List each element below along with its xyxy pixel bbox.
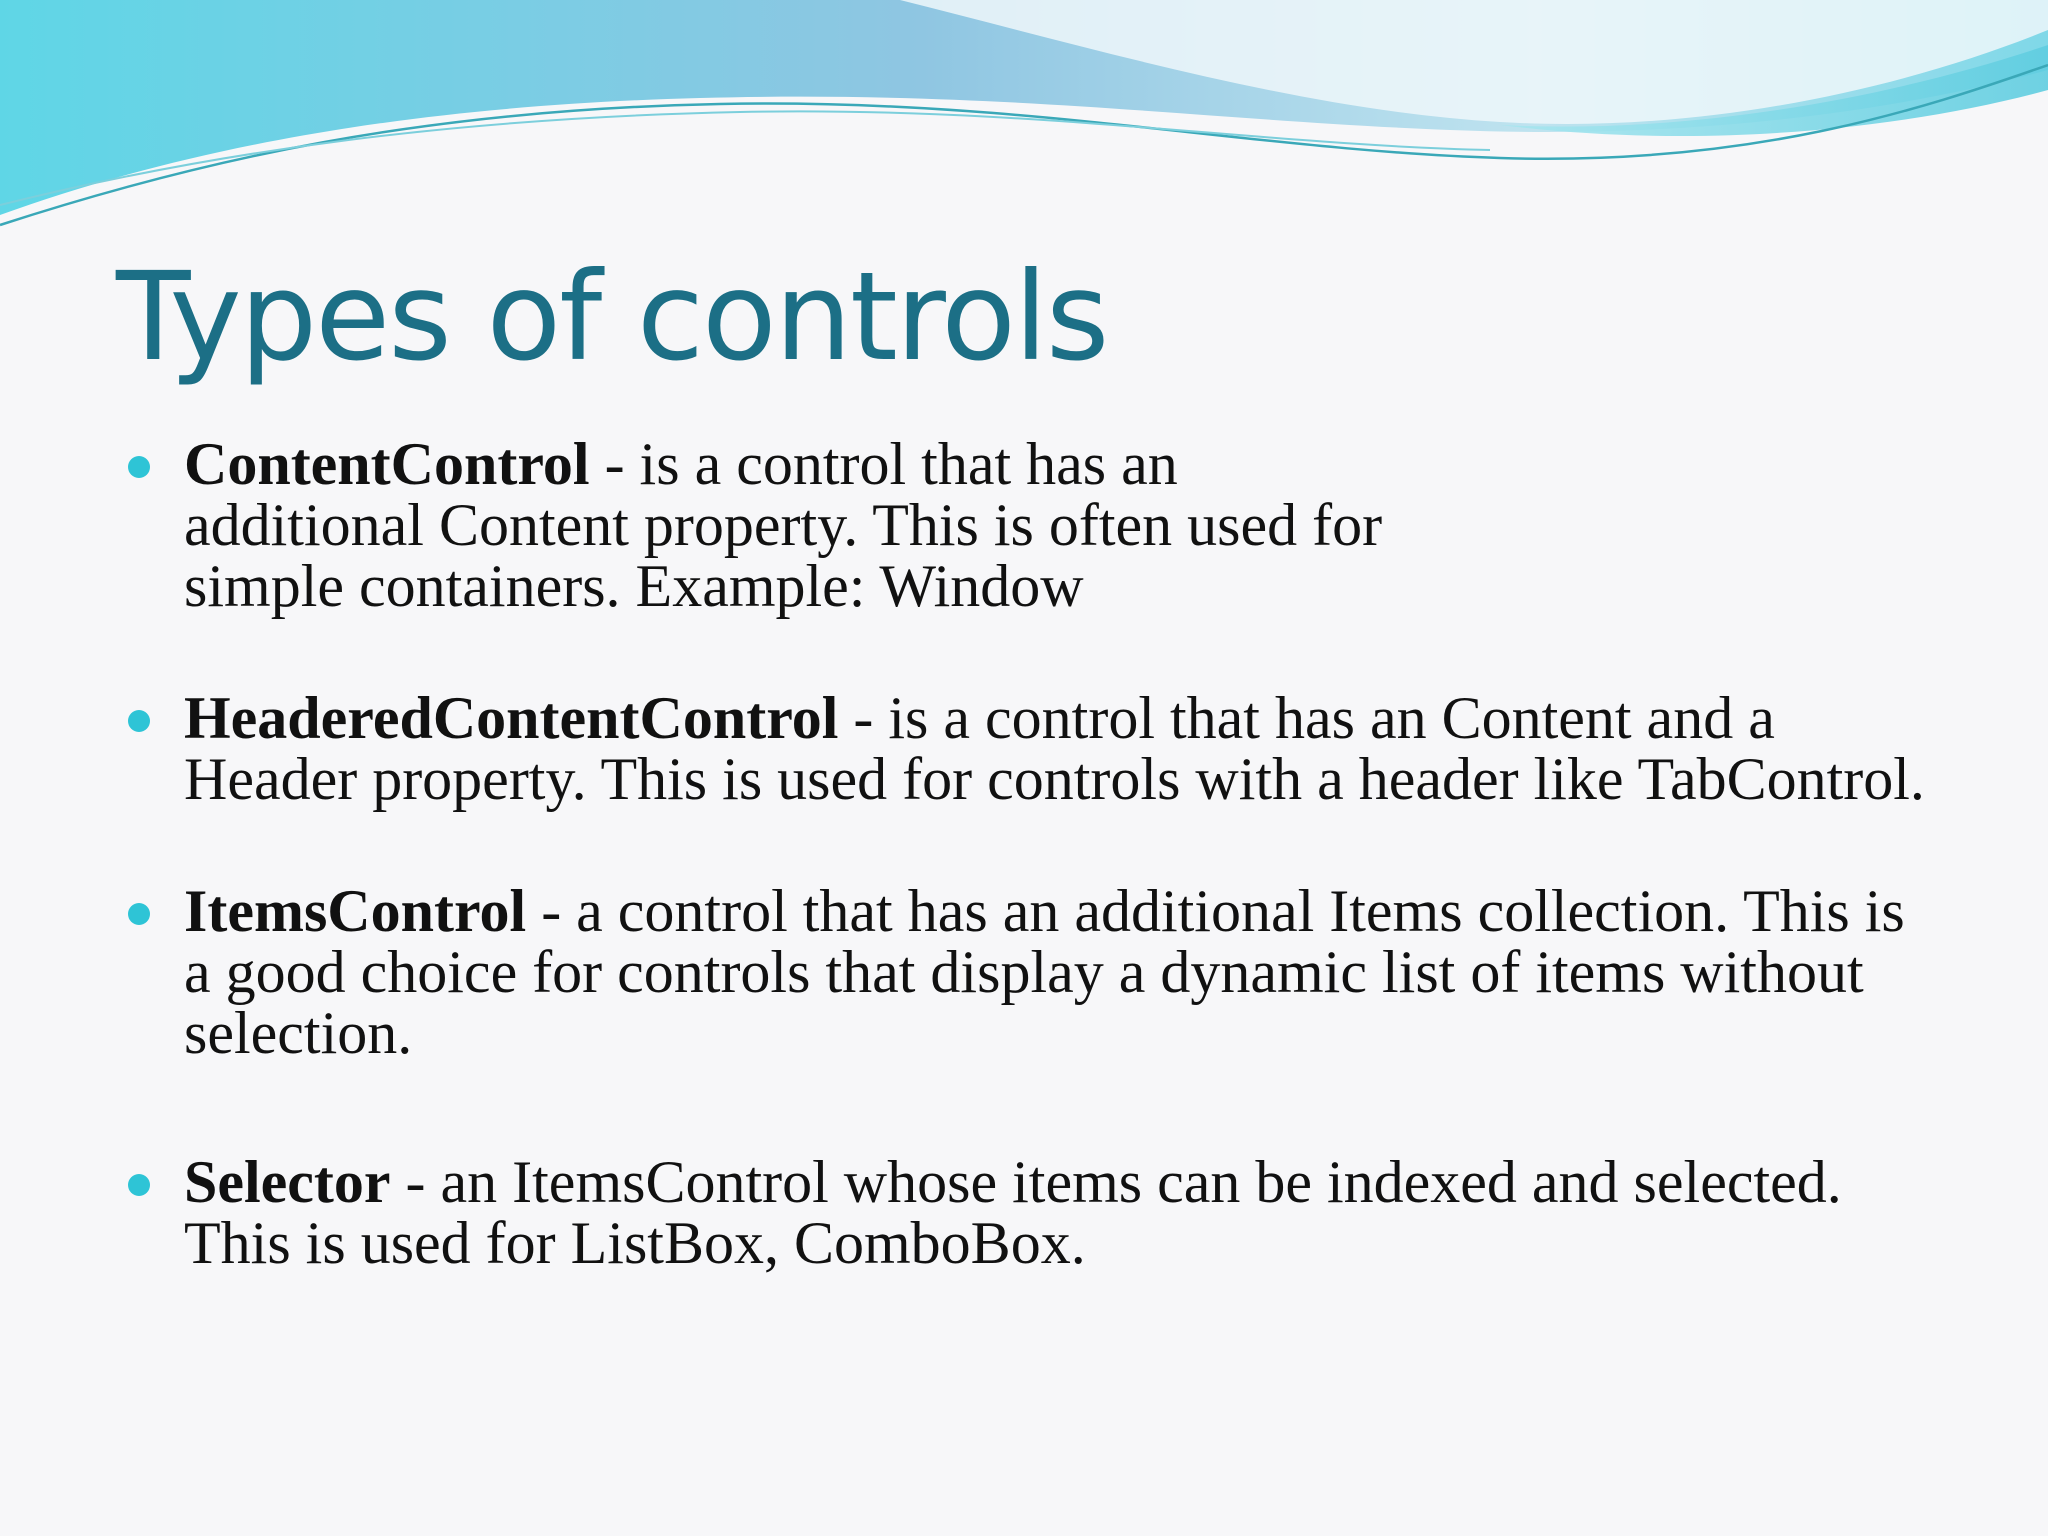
slide-title: Types of controls <box>116 246 1108 388</box>
bullet-text: - is a control that has an additional Content property. This is often used for simple containers. Example: Window <box>184 431 1383 619</box>
bullet-term: Selector <box>184 1149 391 1215</box>
bullet-dot-icon <box>128 1174 150 1196</box>
bullet-dot-icon <box>128 456 150 478</box>
bullet-dot-icon <box>128 903 150 925</box>
bullet-item <box>128 685 1944 812</box>
wave-banner <box>0 0 2048 240</box>
bullet-text: - an ItemsControl whose items can be indexed and selected. This is used for ListBox, ComboBox. <box>184 1149 1842 1276</box>
bullet-term: ContentControl <box>184 431 590 497</box>
bullet-term: ItemsControl <box>184 878 527 944</box>
bullet-text: - a control that has an additional Items collection. This is a good choice for controls that display a dynamic list of items without selection. <box>184 878 1905 1066</box>
bullet-item <box>128 1149 1944 1276</box>
bullet-dot-icon <box>128 710 150 732</box>
bullet-term: HeaderedContentControl <box>184 685 839 751</box>
bullet-item <box>128 878 1924 1066</box>
bullet-text: - is a control that has an Content and a Header property. This is used for controls with a header like TabControl. <box>184 685 1925 812</box>
bullet-list <box>128 431 1948 1276</box>
bullet-item <box>128 431 1424 619</box>
